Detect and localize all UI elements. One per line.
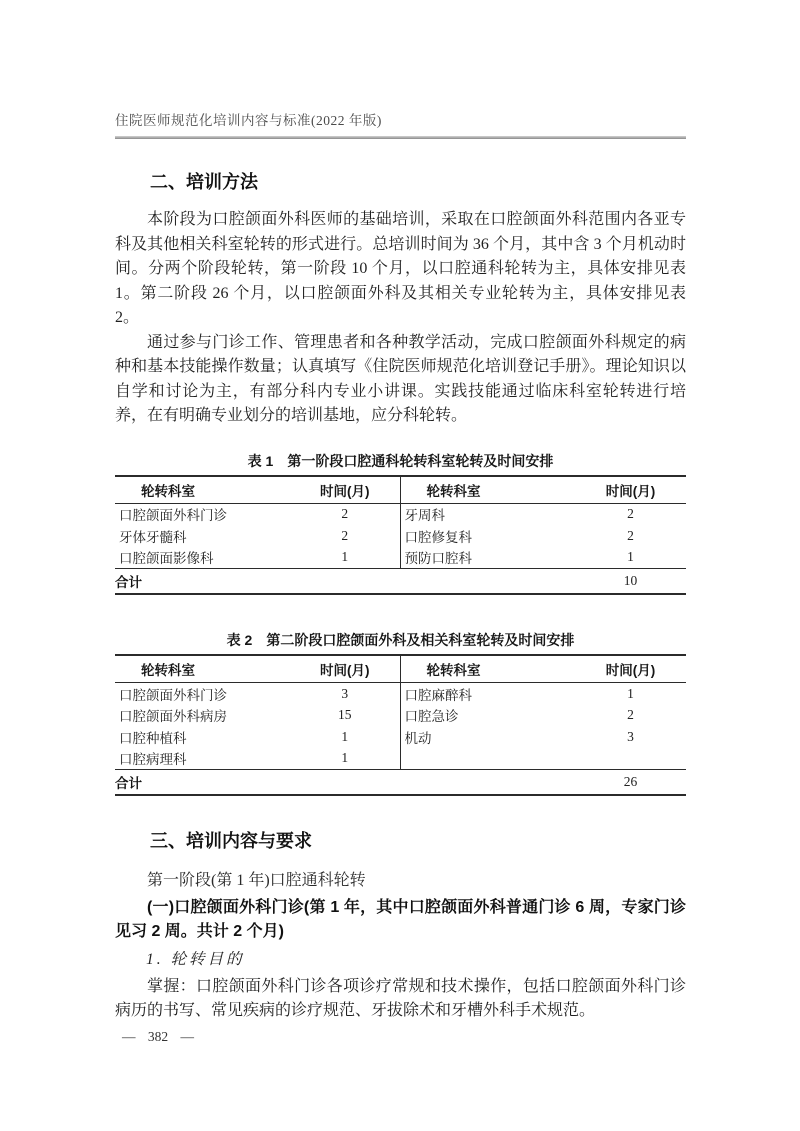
running-header: 住院医师规范化培训内容与标准(2022 年版) [115,113,382,128]
cell-time: 1 [290,726,400,748]
cell-department: 口腔颌面外科病房 [119,709,227,725]
table-row [115,748,686,770]
cell-department: 牙周科 [404,508,445,524]
total-value: 26 [575,770,686,796]
page-number: — 382 — [122,1028,194,1044]
cell-time: 2 [627,527,634,543]
total-label: 合计 [115,569,575,595]
cell-department: 口腔修复科 [404,529,472,545]
column-header-time: 时间(月) [575,655,686,683]
table-header-row [115,655,686,683]
section-title-training-content: 三、培训内容与要求 [150,831,312,851]
table1-caption: 表 1 第一阶段口腔通科轮转科室轮转及时间安排 [247,452,554,469]
cell-time: 1 [290,547,400,569]
table-row [115,705,686,727]
table-row [115,503,686,525]
table-header-row [115,476,686,504]
table-row [115,726,686,748]
cell-department: 口腔颌面影像科 [119,551,214,567]
cell-department: 口腔颌面外科门诊 [119,687,227,703]
cell-time: 2 [290,503,400,525]
column-header-department: 轮转科室 [400,655,575,683]
cell-department [400,748,575,770]
cell-time: 1 [627,549,634,565]
table-total-row [115,569,686,595]
table1-stage1-rotation-schedule [115,475,686,596]
total-value: 10 [575,569,686,595]
cell-time: 2 [290,525,400,547]
cell-time: 2 [627,506,634,522]
column-header-department: 轮转科室 [115,655,290,683]
table2-caption: 表 2 第二阶段口腔颌面外科及相关科室轮转及时间安排 [226,632,575,648]
cell-department: 口腔麻醉科 [404,687,472,703]
cell-department: 牙体牙髓科 [119,529,187,545]
page-content [115,0,686,1046]
table-row [115,525,686,547]
paragraph-rotation-purpose-body: 掌握：口腔颌面外科门诊各项诊疗常规和技术操作，包括口腔颌面外科门诊病历的书写、常见疾病的诊疗规范、牙拔除术和牙槽外科手术规范。 [115,977,686,1019]
cell-time: 1 [290,748,400,770]
table-total-row [115,770,686,796]
cell-time: 15 [290,705,400,727]
cell-time: 3 [627,728,634,744]
paragraph-training-activities: 通过参与门诊工作、管理患者和各种教学活动，完成口腔颌面外科规定的病种和基本技能操作数量；认真填写《住院医师规范化培训登记手册》。理论知识以自学和讨论为主，有部分科内专业小讲课。实践技能通过临床科室轮转进行培养，在有明确专业划分的培训基地，应分科轮转。 [115,333,686,424]
cell-time [575,748,686,770]
column-header-time: 时间(月) [290,476,400,504]
cell-department: 口腔病理科 [119,752,187,768]
column-header-department: 轮转科室 [400,476,575,504]
column-header-time: 时间(月) [575,476,686,504]
stage1-line: 第一阶段(第 1 年)口腔通科轮转 [147,872,366,889]
header-rule-divider [115,136,686,139]
paragraph-training-overview: 本阶段为口腔颌面外科医师的基础培训，采取在口腔颌面外科范围内各亚专科及其他相关科室轮转的形式进行。总培训时间为 36 个月，其中含 3 个月机动时间。分两个阶段轮转，第一阶段 10 个月，以口腔通科轮转为主，具体安排见表 1。第二阶段 26 个月，以口腔颌面外科及其相关专业轮转为主，具体安排见表 2。 [115,211,686,326]
column-header-time: 时间(月) [290,655,400,683]
item-title-rotation-purpose: 1. 轮转目的 [146,950,245,968]
table-row [115,683,686,705]
total-label: 合计 [115,770,575,796]
section-title-training-methods: 二、培训方法 [150,172,258,192]
cell-department: 口腔急诊 [404,709,459,725]
cell-time: 3 [290,683,400,705]
table2-stage2-rotation-schedule [115,654,686,796]
subsection-heading-omfs-outpatient: (一)口腔颌面外科门诊(第 1 年，其中口腔颌面外科普通门诊 6 周，专家门诊见习 2 周。共计 2 个月) [115,898,686,940]
cell-department: 机动 [404,730,432,746]
column-header-department: 轮转科室 [115,476,290,504]
cell-department: 口腔种植科 [119,730,187,746]
cell-time: 2 [627,707,634,723]
table-row [115,547,686,569]
cell-department: 预防口腔科 [404,551,472,567]
cell-department: 口腔颌面外科门诊 [119,508,227,524]
cell-time: 1 [627,685,634,701]
